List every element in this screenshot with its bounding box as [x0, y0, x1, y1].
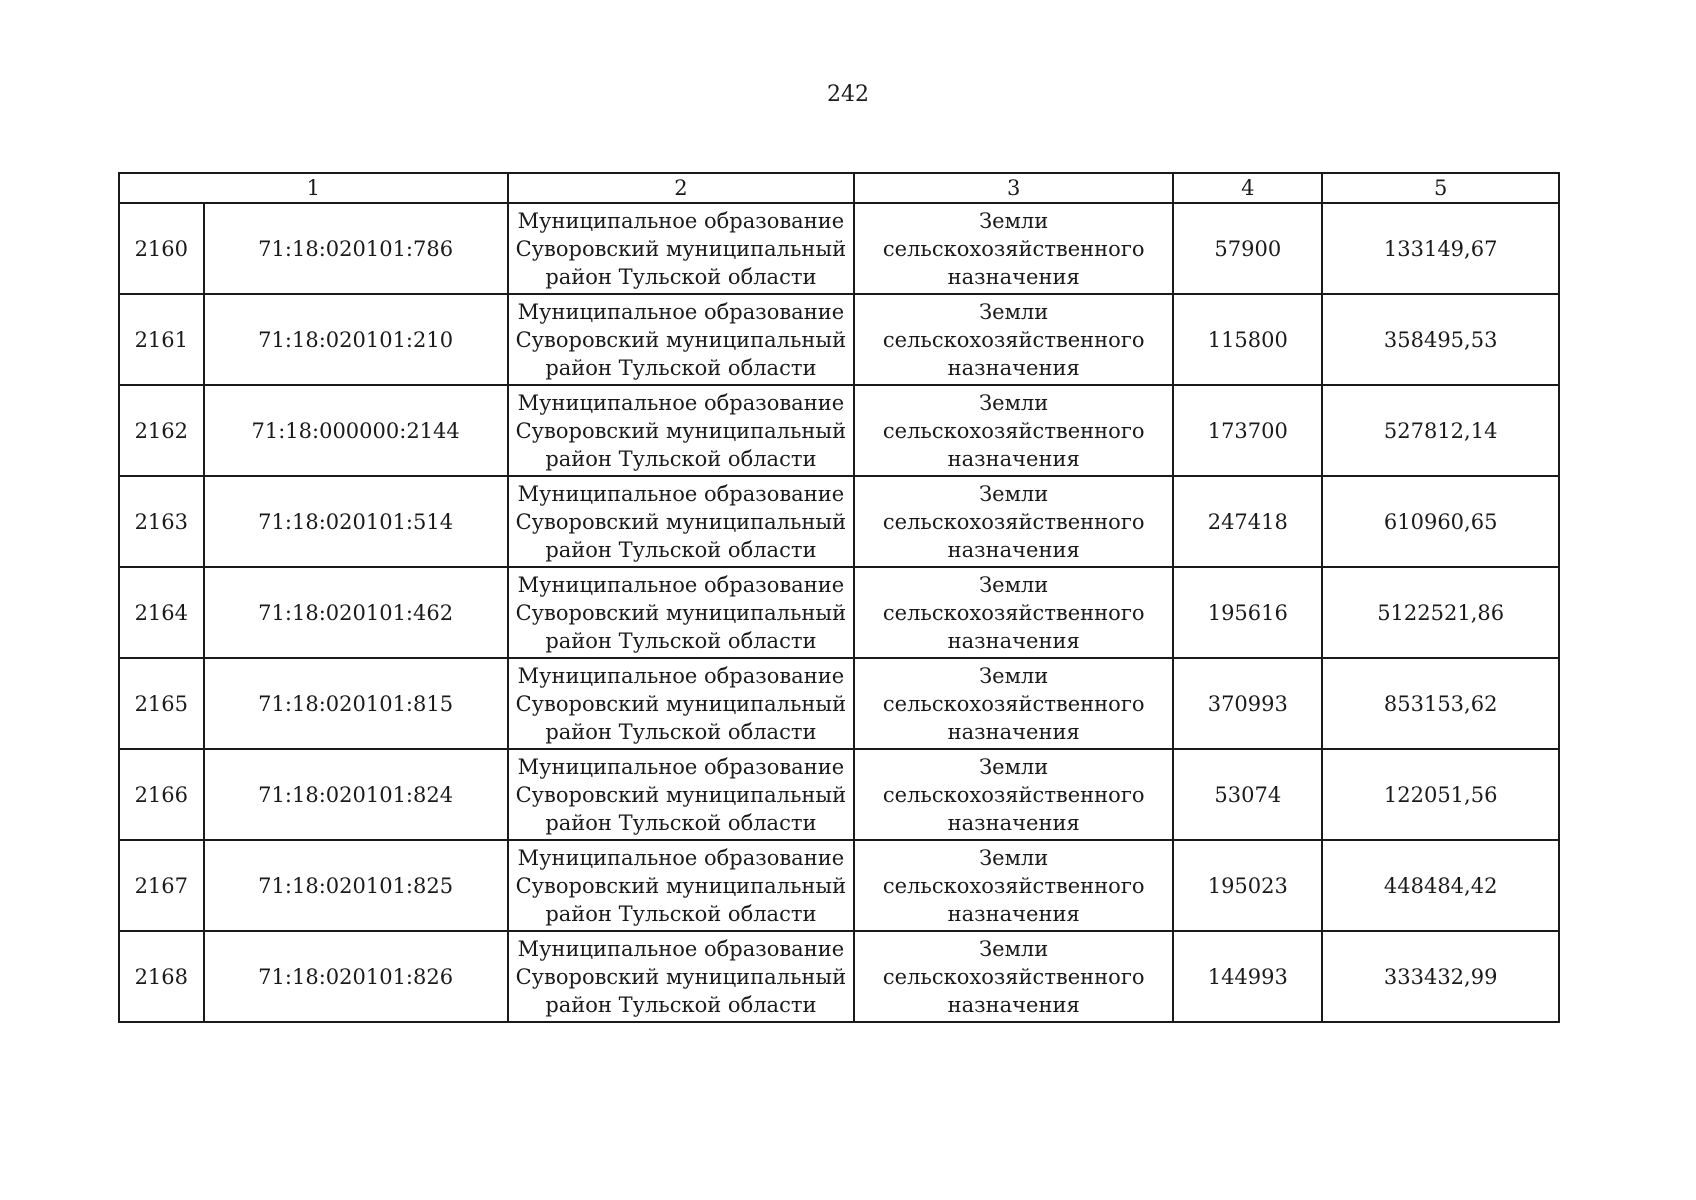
cost-cell: 527812,14	[1322, 385, 1559, 476]
cost-cell: 5122521,86	[1322, 567, 1559, 658]
owner-cell-line: район Тульской области	[545, 355, 817, 380]
category-cell-line: Земли	[979, 572, 1049, 597]
owner-cell	[508, 476, 854, 567]
area-cell: 144993	[1173, 931, 1322, 1022]
owner-cell-line: район Тульской области	[545, 901, 817, 926]
category-cell-line: сельскохозяйственного	[882, 782, 1145, 807]
owner-cell	[508, 567, 854, 658]
area-cell: 53074	[1173, 749, 1322, 840]
row-number: 2162	[119, 385, 204, 476]
table-row	[119, 385, 1559, 476]
owner-cell-line: Суворовский муниципальный	[515, 873, 847, 898]
owner-cell-line: район Тульской области	[545, 446, 817, 471]
table-row	[119, 931, 1559, 1022]
row-number: 2167	[119, 840, 204, 931]
category-cell-line: назначения	[947, 719, 1080, 744]
category-cell	[854, 385, 1173, 476]
owner-cell-line: Муниципальное образование	[517, 845, 845, 870]
cadastral-number: 71:18:020101:786	[204, 203, 508, 294]
owner-cell-line: Суворовский муниципальный	[515, 964, 847, 989]
area-cell: 195616	[1173, 567, 1322, 658]
cadastral-number: 71:18:020101:514	[204, 476, 508, 567]
owner-cell	[508, 840, 854, 931]
owner-cell-line: Суворовский муниципальный	[515, 782, 847, 807]
category-cell-line: назначения	[947, 446, 1080, 471]
category-cell-line: сельскохозяйственного	[882, 873, 1145, 898]
owner-cell-line: Муниципальное образование	[517, 299, 845, 324]
header-cell-1: 1	[119, 173, 508, 203]
category-cell	[854, 749, 1173, 840]
category-cell	[854, 294, 1173, 385]
row-number: 2166	[119, 749, 204, 840]
category-cell	[854, 567, 1173, 658]
row-number: 2163	[119, 476, 204, 567]
owner-cell-line: район Тульской области	[545, 719, 817, 744]
category-cell-line: Земли	[979, 481, 1049, 506]
owner-cell-line: Муниципальное образование	[517, 481, 845, 506]
owner-cell-line: район Тульской области	[545, 628, 817, 653]
category-cell-line: сельскохозяйственного	[882, 600, 1145, 625]
category-cell-line: назначения	[947, 992, 1080, 1017]
category-cell-line: назначения	[947, 628, 1080, 653]
category-cell-line: сельскохозяйственного	[882, 236, 1145, 261]
table-row	[119, 567, 1559, 658]
owner-cell-line: район Тульской области	[545, 992, 817, 1017]
row-number: 2161	[119, 294, 204, 385]
owner-cell	[508, 203, 854, 294]
category-cell-line: назначения	[947, 901, 1080, 926]
owner-cell-line: Суворовский муниципальный	[515, 509, 847, 534]
owner-cell-line: Муниципальное образование	[517, 572, 845, 597]
header-cell-3: 3	[854, 173, 1173, 203]
table-row	[119, 658, 1559, 749]
area-cell: 247418	[1173, 476, 1322, 567]
owner-cell-line: Суворовский муниципальный	[515, 418, 847, 443]
category-cell-line: Земли	[979, 845, 1049, 870]
category-cell-line: сельскохозяйственного	[882, 509, 1145, 534]
land-plots-table	[118, 172, 1560, 1023]
row-number: 2168	[119, 931, 204, 1022]
owner-cell-line: Муниципальное образование	[517, 754, 845, 779]
owner-cell-line: район Тульской области	[545, 810, 817, 835]
row-number: 2164	[119, 567, 204, 658]
category-cell-line: Земли	[979, 208, 1049, 233]
cost-cell: 133149,67	[1322, 203, 1559, 294]
owner-cell-line: Суворовский муниципальный	[515, 236, 847, 261]
area-cell: 370993	[1173, 658, 1322, 749]
category-cell-line: Земли	[979, 754, 1049, 779]
category-cell-line: Земли	[979, 936, 1049, 961]
owner-cell	[508, 385, 854, 476]
cost-cell: 853153,62	[1322, 658, 1559, 749]
owner-cell	[508, 931, 854, 1022]
category-cell	[854, 658, 1173, 749]
header-cell-4: 4	[1173, 173, 1322, 203]
table-body	[119, 203, 1559, 1022]
area-cell: 115800	[1173, 294, 1322, 385]
table-row	[119, 476, 1559, 567]
category-cell-line: сельскохозяйственного	[882, 964, 1145, 989]
owner-cell-line: Муниципальное образование	[517, 208, 845, 233]
owner-cell-line: Суворовский муниципальный	[515, 327, 847, 352]
owner-cell-line: Суворовский муниципальный	[515, 691, 847, 716]
category-cell-line: сельскохозяйственного	[882, 327, 1145, 352]
category-cell-line: назначения	[947, 264, 1080, 289]
owner-cell	[508, 749, 854, 840]
owner-cell	[508, 294, 854, 385]
cost-cell: 358495,53	[1322, 294, 1559, 385]
category-cell-line: назначения	[947, 810, 1080, 835]
owner-cell	[508, 658, 854, 749]
owner-cell-line: Муниципальное образование	[517, 936, 845, 961]
area-cell: 57900	[1173, 203, 1322, 294]
category-cell-line: сельскохозяйственного	[882, 418, 1145, 443]
category-cell-line: Земли	[979, 390, 1049, 415]
cost-cell: 448484,42	[1322, 840, 1559, 931]
table-header	[119, 173, 1559, 203]
cadastral-number: 71:18:020101:210	[204, 294, 508, 385]
cadastral-number: 71:18:020101:826	[204, 931, 508, 1022]
cost-cell: 122051,56	[1322, 749, 1559, 840]
category-cell	[854, 840, 1173, 931]
area-cell: 173700	[1173, 385, 1322, 476]
table-row	[119, 294, 1559, 385]
category-cell	[854, 203, 1173, 294]
cadastral-number: 71:18:020101:825	[204, 840, 508, 931]
owner-cell-line: Муниципальное образование	[517, 663, 845, 688]
category-cell-line: назначения	[947, 537, 1080, 562]
page-number: 242	[827, 82, 869, 107]
cost-cell: 333432,99	[1322, 931, 1559, 1022]
cadastral-number: 71:18:000000:2144	[204, 385, 508, 476]
cadastral-number: 71:18:020101:824	[204, 749, 508, 840]
table-row	[119, 203, 1559, 294]
category-cell	[854, 931, 1173, 1022]
header-cell-2: 2	[508, 173, 854, 203]
cost-cell: 610960,65	[1322, 476, 1559, 567]
table-row	[119, 840, 1559, 931]
category-cell-line: Земли	[979, 663, 1049, 688]
row-number: 2160	[119, 203, 204, 294]
owner-cell-line: район Тульской области	[545, 537, 817, 562]
owner-cell-line: район Тульской области	[545, 264, 817, 289]
table-row	[119, 749, 1559, 840]
owner-cell-line: Муниципальное образование	[517, 390, 845, 415]
category-cell-line: назначения	[947, 355, 1080, 380]
header-cell-5: 5	[1322, 173, 1559, 203]
row-number: 2165	[119, 658, 204, 749]
owner-cell-line: Суворовский муниципальный	[515, 600, 847, 625]
category-cell-line: Земли	[979, 299, 1049, 324]
cadastral-number: 71:18:020101:815	[204, 658, 508, 749]
area-cell: 195023	[1173, 840, 1322, 931]
header-row	[119, 173, 1559, 203]
category-cell	[854, 476, 1173, 567]
category-cell-line: сельскохозяйственного	[882, 691, 1145, 716]
cadastral-number: 71:18:020101:462	[204, 567, 508, 658]
